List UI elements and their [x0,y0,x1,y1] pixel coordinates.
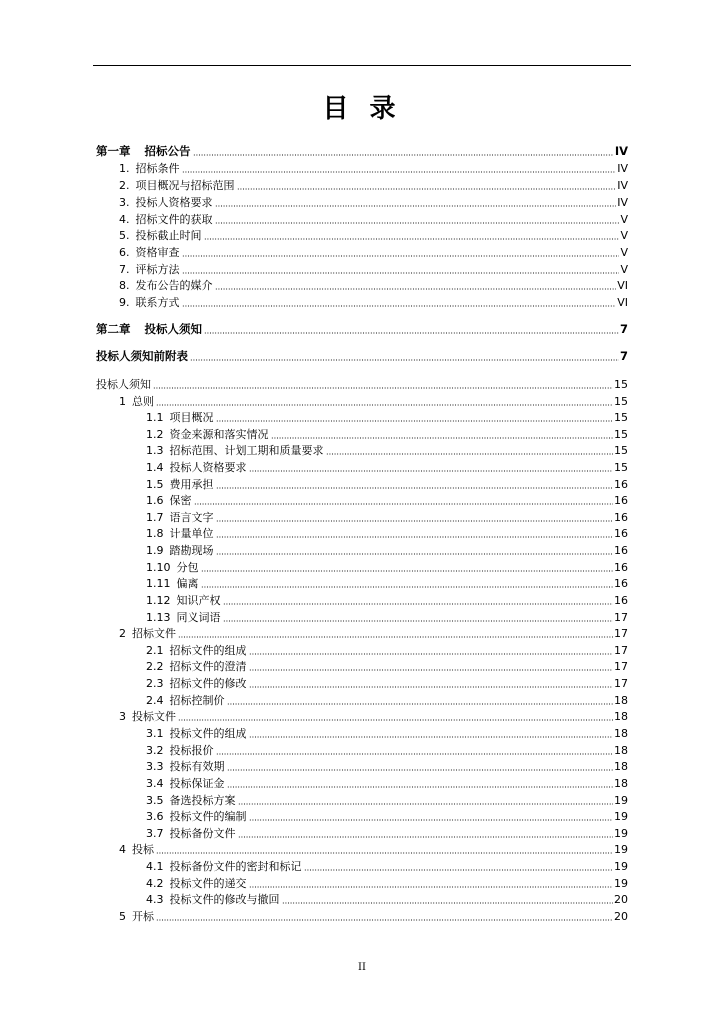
toc-entry-text: 发布公告的媒介 [135,279,213,292]
toc-entry-text: 备选投标方案 [169,794,236,807]
toc-entry-label [119,179,235,192]
toc-entry-label [146,611,221,624]
toc-entry-page: 17 [614,627,628,640]
toc-entry-label [119,279,213,292]
toc-entry-label [119,162,180,175]
dot-leader [249,726,614,738]
toc-entry-page: 18 [614,777,628,790]
toc-entry-text: 投标人资格要求 [135,196,213,209]
toc-entry-number: 第一章 [96,144,131,158]
toc-entry[interactable] [146,874,628,890]
toc-entry-page: IV [614,144,628,158]
toc-entry-page: IV [617,179,628,192]
toc-entry-page: 15 [614,428,628,441]
toc-entry-number: 3. [119,196,130,209]
toc-entry[interactable] [146,724,628,740]
toc-entry[interactable] [146,824,628,840]
toc-entry-page: 18 [614,744,628,757]
dot-leader [156,394,613,406]
toc-entry[interactable] [96,320,628,336]
toc-entry-label [146,660,247,673]
toc-entry-page: 19 [614,843,628,856]
toc-entry-page: 16 [614,511,628,524]
toc-entry-page: IV [617,196,628,209]
toc-entry-number: 4.1 [146,860,164,873]
toc-entry-text: 费用承担 [169,478,214,491]
page-number: II [358,962,366,973]
toc-entry-text: 招标文件的澄清 [169,660,247,673]
toc-entry-label [119,627,176,640]
toc-entry-text: 资金来源和落实情况 [169,428,269,441]
toc-entry[interactable] [119,840,628,856]
toc-entry-label [146,810,247,823]
toc-entry[interactable] [146,641,628,657]
toc-entry[interactable] [146,425,628,441]
dot-leader [282,892,614,904]
dot-leader [249,659,614,671]
toc-entry-label [146,527,214,540]
toc-entry-text: 招标公告 [144,144,191,158]
toc-entry-label [146,594,221,607]
dot-leader [237,178,617,190]
toc-entry[interactable] [146,791,628,807]
toc-entry[interactable] [119,293,628,309]
toc-entry[interactable] [119,276,628,292]
toc-entry[interactable] [146,657,628,673]
toc-entry-number: 3.3 [146,760,164,773]
toc-entry-text: 偏离 [176,577,199,590]
toc-entry-text: 投标人须知 [96,378,151,391]
toc-entry-text: 投标 [132,843,154,856]
toc-entry-number: 8. [119,279,130,292]
toc-entry[interactable] [146,774,628,790]
toc-entry-number: 1.4 [146,461,164,474]
toc-entry-page: 16 [614,577,628,590]
toc-entry-text: 项目概况 [169,411,214,424]
toc-entry-label [96,350,188,363]
toc-entry[interactable] [146,458,628,474]
toc-entry-text: 投标文件的修改与撤回 [169,893,280,906]
toc-entry-text: 投标有效期 [169,760,225,773]
toc-entry-page: 15 [614,444,628,457]
toc-entry-number: 2.4 [146,694,164,707]
toc-entry-number: 2.2 [146,660,164,673]
toc-entry-text: 项目概况与招标范围 [135,179,235,192]
toc-entry-text: 招标范围、计划工期和质量要求 [169,444,324,457]
toc-entry-page: 20 [614,910,628,923]
toc-entry-page: V [620,213,628,226]
toc-entry-number: 1.5 [146,478,164,491]
toc-entry[interactable] [96,375,628,391]
toc-entry-number: 4. [119,213,130,226]
toc-entry-page: 16 [614,478,628,491]
toc-entry-label [146,478,214,491]
toc-entry-text: 计量单位 [169,527,214,540]
toc-entry-text: 投标备份文件 [169,827,236,840]
toc-entry-number: 1.6 [146,494,164,507]
toc-entry-page: 16 [614,561,628,574]
toc-entry[interactable] [119,243,628,259]
toc-entry-number: 9. [119,296,130,309]
toc-entry-page: 19 [614,877,628,890]
toc-entry-label [96,145,191,158]
toc-entry-label [146,827,236,840]
toc-entry-label [119,196,213,209]
dot-leader [249,460,614,472]
toc-entry-page: 15 [614,461,628,474]
toc-entry-number: 第二章 [96,322,131,336]
dot-leader [156,909,613,921]
toc-entry-label [146,461,247,474]
toc-entry[interactable] [119,907,628,923]
dot-leader [304,859,614,871]
toc-entry-text: 保密 [169,494,192,507]
toc-entry-label [146,577,199,590]
dot-leader [216,410,614,422]
toc-entry-text: 投标备份文件的密封和标记 [169,860,302,873]
toc-entry[interactable] [146,558,628,574]
toc-title: 目 录 [322,94,402,124]
dot-leader [238,826,614,838]
toc-entry-text: 投标人须知前附表 [96,349,188,363]
toc-entry-label [146,794,236,807]
dot-leader [215,212,620,224]
toc-entry-label [119,229,202,242]
toc-entry-number: 3.1 [146,727,164,740]
toc-entry-text: 踏勘现场 [169,544,214,557]
toc-entry[interactable] [146,857,628,873]
toc-entry-number: 1.9 [146,544,164,557]
dot-leader [238,793,614,805]
toc-entry-label [146,860,302,873]
toc-entry[interactable] [146,890,628,906]
toc-entry-text: 投标截止时间 [135,229,202,242]
toc-entry-text: 招标文件的获取 [135,213,213,226]
toc-entry-text: 投标报价 [169,744,214,757]
toc-entry-label [119,296,180,309]
toc-entry-label [96,378,151,391]
toc-entry-number: 1.2 [146,428,164,441]
toc-entry-label [146,561,199,574]
toc-entry-number: 2. [119,179,130,192]
toc-entry-page: 17 [614,611,628,624]
dot-leader [216,543,614,555]
toc-entry-text: 投标保证金 [169,777,225,790]
toc-entry-number: 7. [119,263,130,276]
toc-entry-label [146,727,247,740]
toc-entry-label [119,246,180,259]
dot-leader [216,743,614,755]
toc-entry-text: 资格审查 [135,246,180,259]
dot-leader [193,144,614,156]
toc-entry-text: 投标文件的递交 [169,877,247,890]
toc-entry-page: 20 [614,893,628,906]
toc-entry[interactable] [119,260,628,276]
toc-entry-text: 招标控制价 [169,694,225,707]
toc-entry[interactable] [96,142,628,158]
toc-entry-number: 1. [119,162,130,175]
dot-leader [223,593,614,605]
toc-entry-page: 18 [614,760,628,773]
toc-entry-text: 投标文件 [132,710,176,723]
toc-entry[interactable] [146,475,628,491]
dot-leader [156,842,613,854]
dot-leader [204,322,619,334]
toc-entry-text: 总则 [132,395,154,408]
dot-leader [201,576,614,588]
toc-entry-number: 1.13 [146,611,171,624]
toc-entry[interactable] [146,757,628,773]
toc-entry-page: 16 [614,544,628,557]
toc-entry-label [146,644,247,657]
toc-entry-number: 3.7 [146,827,164,840]
toc-entry-number: 1.10 [146,561,171,574]
toc-entry-text: 投标文件的编制 [169,810,247,823]
toc-entry-label [96,323,202,336]
toc-entry-page: 15 [614,378,628,391]
dot-leader [182,262,620,274]
toc-entry-page: 17 [614,677,628,690]
dot-leader [201,560,614,572]
toc-entry-text: 知识产权 [176,594,221,607]
toc-entry[interactable] [119,226,628,242]
toc-entry-number: 1.7 [146,511,164,524]
toc-entry[interactable] [146,741,628,757]
dot-leader [182,245,620,257]
toc-entry-number: 2.1 [146,644,164,657]
toc-entry-label [146,677,247,690]
toc-entry-page: 18 [614,694,628,707]
toc-entry[interactable] [119,392,628,408]
dot-leader [249,643,614,655]
toc-entry-text: 投标文件的组成 [169,727,247,740]
dot-leader [182,161,617,173]
dot-leader [326,443,614,455]
toc-entry-label [146,444,324,457]
toc-entry-number: 1.8 [146,527,164,540]
toc-entry-page: V [620,246,628,259]
toc-entry-text: 评标方法 [135,263,180,276]
toc-entry-text: 联系方式 [135,296,180,309]
toc-entry-page: 19 [614,810,628,823]
toc-entry-label [146,544,214,557]
toc-entry-number: 3.2 [146,744,164,757]
toc-entry-number: 4 [119,843,126,856]
dot-leader [194,493,614,505]
toc-entry-label [146,511,214,524]
toc-entry-text: 分包 [176,561,199,574]
toc-entry[interactable] [119,176,628,192]
dot-leader [216,526,614,538]
toc-entry[interactable] [146,591,628,607]
toc-entry[interactable] [119,159,628,175]
toc-entry-page: 17 [614,660,628,673]
toc-entry-number: 3.5 [146,794,164,807]
dot-leader [249,809,614,821]
toc-entry-number: 1.3 [146,444,164,457]
toc-entry-number: 3 [119,710,126,723]
toc-entry[interactable] [96,347,628,363]
dot-leader [271,427,614,439]
toc-entry-number: 1.1 [146,411,164,424]
toc-entry-text: 开标 [132,910,154,923]
toc-entry-number: 3.6 [146,810,164,823]
dot-leader [178,709,613,721]
toc-entry[interactable] [146,441,628,457]
toc-entry-text: 同义词语 [176,611,221,624]
dot-leader [249,876,614,888]
toc-entry-text: 投标人资格要求 [169,461,247,474]
toc-entry[interactable] [146,608,628,624]
toc-entry-number: 2 [119,627,126,640]
dot-leader [223,610,614,622]
toc-entry-label [146,694,225,707]
toc-entry-page: V [620,229,628,242]
toc-entry-page: 16 [614,594,628,607]
toc-entry-number: 3.4 [146,777,164,790]
dot-leader [216,477,614,489]
toc-entry[interactable] [146,574,628,590]
toc-entry-page: 7 [619,322,628,336]
toc-entry-page: 18 [614,710,628,723]
toc-entry-text: 招标文件的组成 [169,644,247,657]
toc-entry-label [119,710,176,723]
toc-entry-number: 1.11 [146,577,171,590]
dot-leader [215,278,617,290]
toc-entry-label [146,877,247,890]
toc-entry-text: 招标条件 [135,162,180,175]
toc-entry-page: VI [617,279,628,292]
toc-entry-label [146,428,269,441]
dot-leader [227,759,614,771]
top-rule [93,65,631,66]
toc-entry[interactable] [146,807,628,823]
toc-entry-page: 15 [614,395,628,408]
dot-leader [178,626,613,638]
toc-entry-label [146,744,214,757]
toc-entry-label [146,494,192,507]
toc-entry[interactable] [146,408,628,424]
toc-entry-text: 语言文字 [169,511,214,524]
toc-entry-number: 4.2 [146,877,164,890]
toc-entry[interactable] [119,624,628,640]
toc-entry-text: 招标文件 [132,627,176,640]
toc-entry-number: 5. [119,229,130,242]
toc-entry-page: 18 [614,727,628,740]
toc-entry[interactable] [146,691,628,707]
dot-leader [249,676,614,688]
toc-entry-page: 19 [614,794,628,807]
toc-entry-page: 15 [614,411,628,424]
toc-entry[interactable] [146,491,628,507]
toc-entry[interactable] [146,674,628,690]
toc-entry-label [119,395,154,408]
dot-leader [215,195,617,207]
toc-entry-page: 16 [614,494,628,507]
toc-entry-page: 16 [614,527,628,540]
toc-entry-page: 17 [614,644,628,657]
toc-entry-page: IV [617,162,628,175]
toc-entry-number: 5 [119,910,126,923]
toc-entry[interactable] [146,524,628,540]
toc-entry-page: V [620,263,628,276]
toc-entry-text: 招标文件的修改 [169,677,247,690]
toc-entry-number: 6. [119,246,130,259]
toc-entry-number: 4.3 [146,893,164,906]
toc-entry[interactable] [146,541,628,557]
dot-leader [204,228,620,240]
toc-entry-label [146,893,280,906]
toc-entry[interactable] [146,508,628,524]
toc-entry-page: 7 [619,349,628,363]
dot-leader [227,693,614,705]
toc-entry-number: 1.12 [146,594,171,607]
dot-leader [216,510,614,522]
toc-entry-text: 投标人须知 [144,322,202,336]
toc-entry[interactable] [119,193,628,209]
dot-leader [153,377,613,389]
toc-entry-number: 1 [119,395,126,408]
toc-entry-label [119,910,154,923]
toc-entry[interactable] [119,210,628,226]
dot-leader [227,776,614,788]
toc-entry-label [146,777,225,790]
dot-leader [182,295,617,307]
toc-entry-label [146,411,214,424]
toc-entry[interactable] [119,707,628,723]
toc-entry-number: 2.3 [146,677,164,690]
toc-entry-page: 19 [614,860,628,873]
toc-entry-label [119,213,213,226]
toc-entry-label [119,843,154,856]
toc-entry-page: VI [617,296,628,309]
toc-entry-page: 19 [614,827,628,840]
toc-entry-label [119,263,180,276]
dot-leader [190,349,619,361]
toc-entry-label [146,760,225,773]
